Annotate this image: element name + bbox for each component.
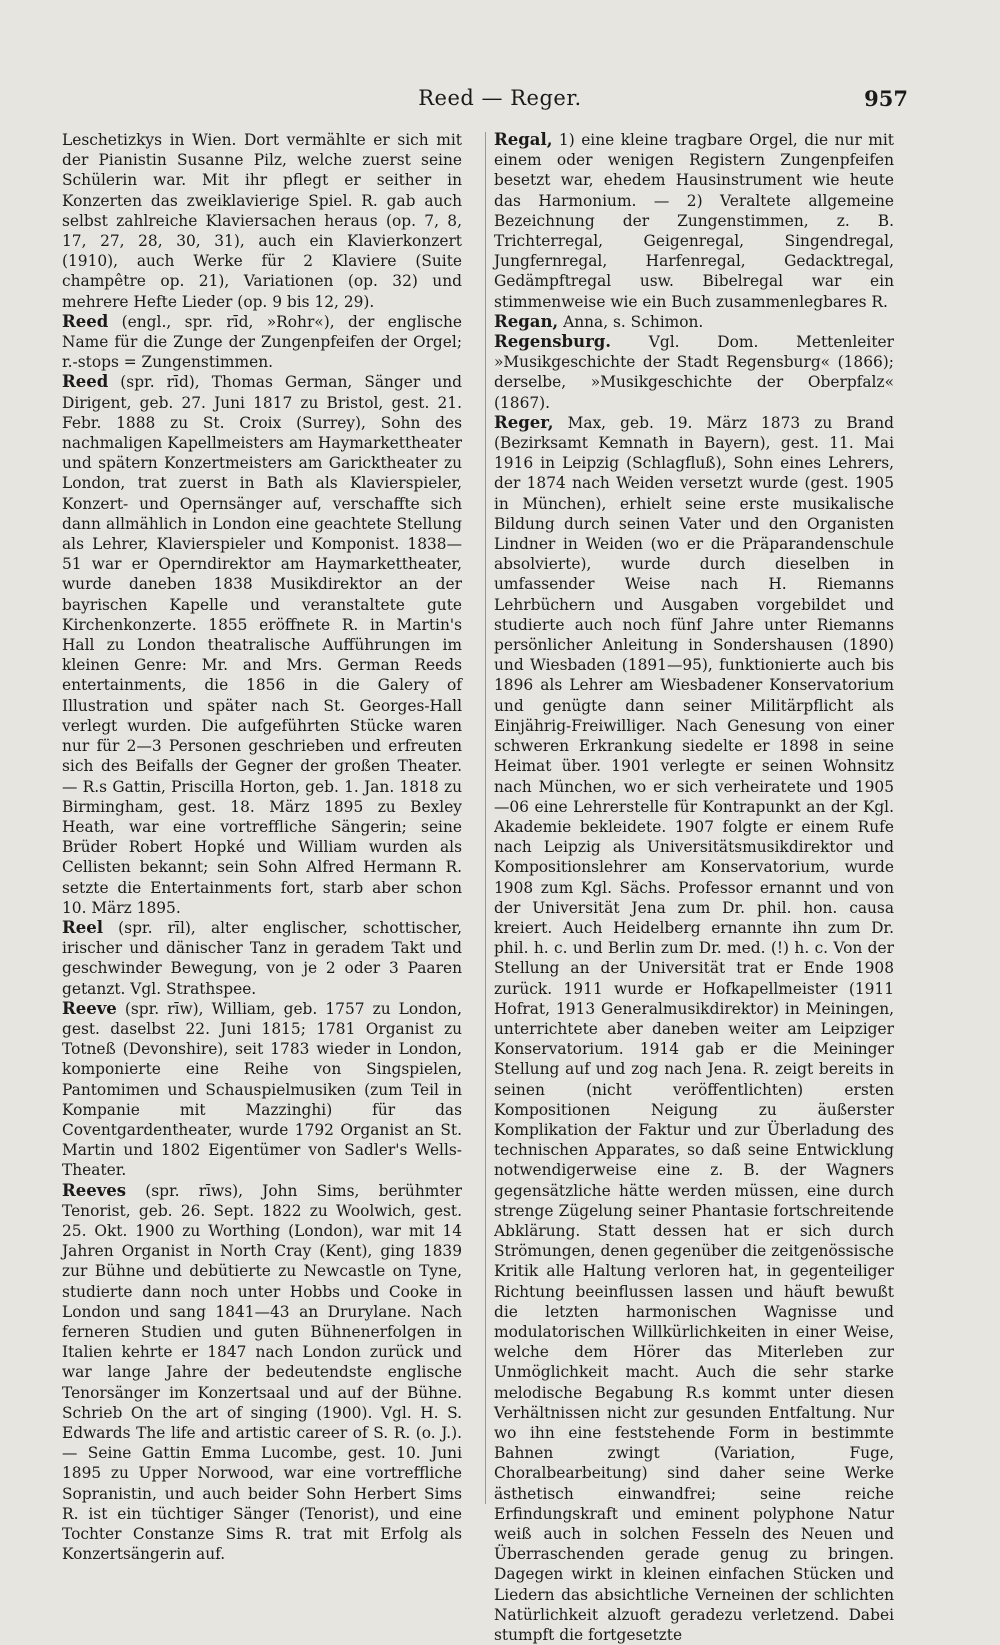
headword: Regal, [494, 130, 553, 149]
headword: Reeves [62, 1180, 127, 1200]
entry-reed-thomas [62, 372, 462, 917]
entry-text: (engl., spr. rīd, »Rohr«), der englische Name für die Zunge der Zungenpfeifen der Orgel; r.-stops = Zungenstimmen. [62, 312, 462, 372]
running-title: Reed — Reger. [418, 86, 582, 110]
headword: Reed [62, 372, 109, 392]
entry-text: (spr. rīd), Thomas German, Sänger und Dirigent, geb. 27. Juni 1817 zu Bristol, gest. 21. Febr. 1888 zu St. Croix (Surrey), Sohn des nachmaligen Kapellmeisters am Haymarkettheater und spätern Konzertmeisters am Garicktheater zu London, trat zuerst in Bath als Klavierspieler, Konzert- und Opernsänger auf, verschaffte sich dann allmählich in London eine geachtete Stellung als Lehrer, Klavierspieler und Komponist. 1838—51 war er Operndirektor am Haymarkettheater, wurde daneben 1838 Musikdirektor an der bayrischen Kapelle und veranstaltete gute Kirchenkonzerte. 1855 eröffnete R. in Martin's Hall zu London theatralische Aufführungen im kleinen Genre: Mr. and Mrs. German Reeds entertainments, die 1856 in die Galery of Illustration und später nach St. Georges-Hall verlegt wurden. Die aufgeführten Stücke waren nur für 2—3 Personen geschrieben und erfreuten sich des Beifalls der Gegner der großen Theater. — R.s Gattin, Priscilla Horton, geb. 1. Jan. 1818 zu Birmingham, gest. 18. März 1895 zu Bexley Heath, war eine vortreffliche Sängerin; seine Brüder Robert Hopké und William wurden als Cellisten bekannt; sein Sohn Alfred Hermann R. setzte die Entertainments fort, starb aber schon 10. März 1895. [62, 373, 462, 917]
headword: Regensburg. [494, 332, 612, 352]
entry-regan [494, 312, 894, 332]
entry-text: (spr. rīws), John Sims, berühmter Tenorist, geb. 26. Sept. 1822 zu Woolwich, gest. 25. Okt. 1900 zu Worthing (London), war mit 14 Jahren Organist in North Cray (Kent), ging 1839 zur Bühne und debütierte zu Newcastle on Tyne, studierte dann noch unter Hobbs und Cooke in London und sang 1841—43 an Drurylane. Nach ferneren Studien und guten Bühnenerfolgen in Italien kehrte er 1847 nach London zurück und war lange Jahre der bedeutendste englische Tenorsänger im Konzertsaal und auf der Bühne. Schrieb On the art of singing (1900). Vgl. H. S. Edwards The life and artistic career of S. R. (o. J.). — Seine Gattin Emma Lucombe, gest. 10. Juni 1895 zu Upper Norwood, war eine vortreffliche Sopranistin, und auch beider Sohn Herbert Sims R. ist ein tüchtiger Sänger (Tenorist), und eine Tochter Constanze Sims R. trat mit Erfolg als Konzertsängerin auf. [62, 1181, 462, 1564]
headword: Reed [62, 311, 109, 331]
headword: Regan, [494, 311, 559, 331]
entry-reel [62, 918, 462, 999]
entry-reeve [62, 999, 462, 1181]
entry-text: (spr. rīw), William, geb. 1757 zu London, gest. daselbst 22. Juni 1815; 1781 Organist zu Totneß (Devonshire), seit 1783 wieder in London, komponierte eine Reihe von Singspielen, Pantomimen und Schauspielmusiken (zum Teil in Kompanie mit Mazzinghi) für das Coventgardentheater, wurde 1792 Organist an St. Martin und 1802 Eigentümer von Sadler's Wells-Theater. [62, 999, 462, 1180]
headword: Reeve [62, 998, 117, 1018]
entry-reger [494, 413, 894, 1645]
headword: Reel [62, 917, 103, 937]
entry-reeves [62, 1181, 462, 1565]
entry-text: Max, geb. 19. März 1873 zu Brand (Bezirksamt Kemnath in Bayern), gest. 11. Mai 1916 in Leipzig (Schlagfluß), Sohn eines Lehrers, der 1874 nach Weiden versetzt wurde (gest. 1905 in München), erhielt seine erste musikalische Bildung durch seinen Vater und den Organisten Lindner in Weiden (wo er die Präparandenschule absolvierte), wurde durch dieselben in umfassender Weise nach H. Riemanns Lehrbüchern und Ausgaben vorgebildet und studierte auch noch fünf Jahre unter Riemanns persönlicher Anleitung in Sondershausen (1890) und Wiesbaden (1891—95), funktionierte auch bis 1896 als Lehrer am Wiesbadener Konservatorium und genügte dann seiner Militärpflicht als Einjährig-Freiwilliger. Nach Genesung von einer schweren Erkrankung siedelte er 1898 in seine Heimat über. 1901 verlegte er seinen Wohnsitz nach München, wo er sich verheiratete und 1905—06 eine Lehrerstelle für Kontrapunkt an der Kgl. Akademie bekleidete. 1907 folgte er einem Rufe nach Leipzig als Universitätsmusikdirektor und Kompositionslehrer am Konservatorium, wurde 1908 zum Kgl. Sächs. Professor ernannt und von der Universität Jena zum Dr. phil. hon. causa kreiert. Auch Heidelberg ernannte ihn zum Dr. phil. h. c. und Berlin zum Dr. med. (!) h. c. Von der Stellung an der Universität trat er Ende 1908 zurück. 1911 wurde er Hofkapellmeister (1911 Hofrat, 1913 Generalmusikdirektor) in Meiningen, unterrichtete aber daneben weiter am Leipziger Konservatorium. 1914 gab er die Meininger Stellung auf und zog nach Jena. R. zeigt bereits in seinen (nicht veröffentlichten) ersten Kompositionen Neigung zu äußerster Komplikation der Faktur und zur Überladung des technischen Apparates, so daß seine Entwicklung notwendigerweise eine z. B. der Wagners gegensätzliche hätte werden müssen, eine durch strenge Zügelung seiner Phantasie fortschreitende Abklärung. Statt dessen hat er sich durch Strömungen, denen gegenüber die zeitgenössische Kritik alle Haltung verloren hat, in gegenteiliger Richtung beeinflussen lassen und häuft bewußt die letzten harmonischen Wagnisse und modulatorischen Willkürlichkeiten in einer Weise, welche dem Hörer das Miterleben zur Unmöglichkeit macht. Auch die sehr starke melodische Begabung R.s kommt unter diesen Verhältnissen nicht zur gesunden Entfaltung. Nur wo ihn eine feststehende Form in bestimmte Bahnen zwingt (Variation, Fuge, Choralbearbeitung) sind daher seine Werke ästhetisch einwandfrei; seine reiche Erfindungskraft und eminent polyphone Natur weiß auch in solchen Fesseln des Neuen und Überraschenden gerade genug zu bringen. Dagegen wirkt in kleinen einfachen Stücken und Liedern das absichtliche Verneinen der schlichten Natürlichkeit alzuoft geradezu verletzend. Dabei stumpft die fortgesetzte [494, 413, 894, 1645]
entry-regensburg [494, 332, 894, 413]
page-number: 957 [864, 86, 908, 111]
entry-text: 1) eine kleine tragbare Orgel, die nur mit einem oder wenigen Registern Zungenpfeifen besetzt war, ehedem Hausinstrument wie heute das Harmonium. — 2) Veraltete allgemeine Bezeichnung der Zungenstimmen, z. B. Trichterregal, Geigenregal, Singendregal, Jungfernregal, Harfenregal, Gedacktregal, Gedämpftregal usw. Bibelregal war ein stimmenweise wie ein Buch zusammenlegbares R. [494, 131, 894, 311]
left-column [62, 130, 462, 1564]
entry-reed-engl [62, 312, 462, 373]
entry-continuation [62, 130, 462, 312]
right-column [494, 130, 894, 1645]
entry-regal [494, 130, 894, 312]
headword: Reger, [494, 412, 554, 432]
entry-text: Anna, s. Schimon. [558, 312, 704, 331]
entry-text: Leschetizkys in Wien. Dort vermählte er sich mit der Pianistin Susanne Pilz, welche zuerst seine Schülerin war. Mit ihr pflegt er seither in Konzerten das zweiklavierige Spiel. R. gab auch selbst zahlreiche Klaviersachen heraus (op. 7, 8, 17, 27, 28, 30, 31), auch ein Klavierkonzert (1910), auch Werke für 2 Klaviere (Suite champêtre op. 21), Variationen (op. 32) und mehrere Hefte Lieder (op. 9 bis 12, 29). [62, 131, 462, 311]
entry-text: (spr. rīl), alter englischer, schottischer, irischer und dänischer Tanz in geradem Takt und geschwinder Bewegung, von je 2 oder 3 Paaren getanzt. Vgl. Strathspee. [62, 918, 462, 998]
column-divider [485, 132, 486, 1504]
entry-text: Vgl. Dom. Mettenleiter »Musikgeschichte der Stadt Regensburg« (1866); derselbe, »Musikgeschichte der Oberpfalz« (1867). [494, 333, 894, 412]
page-header [0, 86, 1000, 120]
